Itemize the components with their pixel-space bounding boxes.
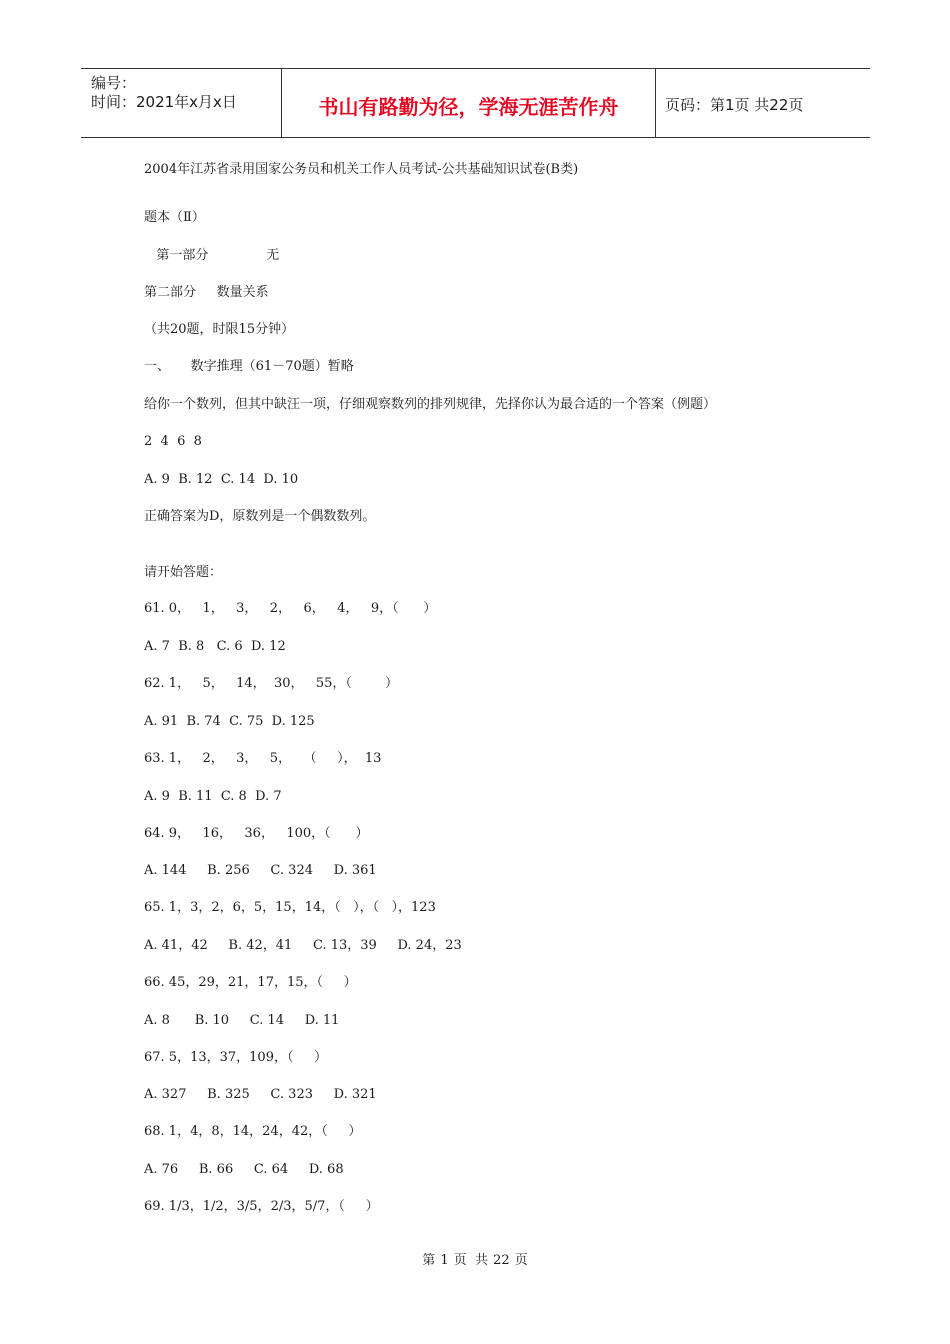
options-line: A. 91 B. 74 C. 75 D. 125 bbox=[144, 714, 315, 729]
text-line: 正确答案为D，原数列是一个偶数数列。 bbox=[144, 509, 376, 524]
options-line: A. 9 B. 11 C. 8 D. 7 bbox=[144, 789, 282, 804]
text-line: 题本（Ⅱ） bbox=[144, 210, 205, 225]
header-right-cell bbox=[655, 69, 870, 137]
question-line: 63. 1， 2， 3， 5， （ ）， 13 bbox=[144, 751, 382, 766]
text-line: 一、 数字推理（61－70题）暂略 bbox=[144, 359, 354, 374]
footer-suffix: 页 bbox=[514, 1253, 528, 1268]
options-line: A. 7 B. 8 C. 6 D. 12 bbox=[144, 639, 286, 654]
number-label: 编号： bbox=[91, 74, 137, 92]
options-line: A. 76 B. 66 C. 64 D. 68 bbox=[144, 1162, 344, 1177]
page-info: 页码：第1页 共22页 bbox=[665, 96, 804, 114]
question-line: 69. 1/3，1/2，3/5，2/3，5/7，（ ） bbox=[144, 1199, 379, 1214]
footer-page-total: 22 bbox=[493, 1253, 510, 1268]
options-line: A. 8 B. 10 C. 14 D. 11 bbox=[144, 1013, 340, 1028]
text-line: 第一部分 无 bbox=[144, 248, 280, 263]
question-line: 65. 1，3，2，6，5，15，14，（ ），（ ），123 bbox=[144, 900, 436, 915]
question-line: 67. 5，13，37，109，（ ） bbox=[144, 1050, 328, 1065]
header-motto-cell bbox=[281, 69, 656, 137]
document-title: 2004年江苏省录用国家公务员和机关工作人员考试-公共基础知识试卷(B类) bbox=[144, 162, 579, 177]
footer-mid: 页 共 bbox=[453, 1253, 488, 1268]
options-line: A. 41，42 B. 42，41 C. 13，39 D. 24，23 bbox=[144, 938, 462, 953]
question-line: 68. 1，4，8，14，24，42，（ ） bbox=[144, 1124, 362, 1139]
time-label: 时间：2021年x月x日 bbox=[91, 93, 237, 111]
question-line: 61. 0， 1， 3， 2， 6， 4， 9，（ ） bbox=[144, 601, 437, 616]
footer-page-number: 1 bbox=[440, 1253, 449, 1268]
text-line: （共20题，时限15分钟） bbox=[144, 322, 295, 337]
question-line: 64. 9， 16， 36， 100，（ ） bbox=[144, 826, 369, 841]
header-left-cell bbox=[81, 69, 281, 137]
text-line: A. 9 B. 12 C. 14 D. 10 bbox=[144, 472, 299, 487]
page-header bbox=[81, 68, 870, 138]
page-footer bbox=[0, 1249, 950, 1268]
text-line: 2 4 6 8 bbox=[144, 434, 202, 449]
question-line: 62. 1， 5， 14， 30， 55，（ ） bbox=[144, 676, 398, 691]
options-line: A. 327 B. 325 C. 323 D. 321 bbox=[144, 1087, 377, 1102]
question-line: 66. 45，29，21，17，15，（ ） bbox=[144, 975, 357, 990]
text-line: 给你一个数列，但其中缺汪一项，仔细观察数列的排列规律，先择你认为最合适的一个答案（例题） bbox=[144, 397, 717, 412]
motto-text: 书山有路勤为径，学海无涯苦作舟 bbox=[318, 95, 619, 119]
footer-prefix: 第 bbox=[422, 1253, 436, 1268]
text-line: 第二部分 数量关系 bbox=[144, 285, 269, 300]
text-line: 请开始答题： bbox=[144, 565, 223, 580]
options-line: A. 144 B. 256 C. 324 D. 361 bbox=[144, 863, 377, 878]
